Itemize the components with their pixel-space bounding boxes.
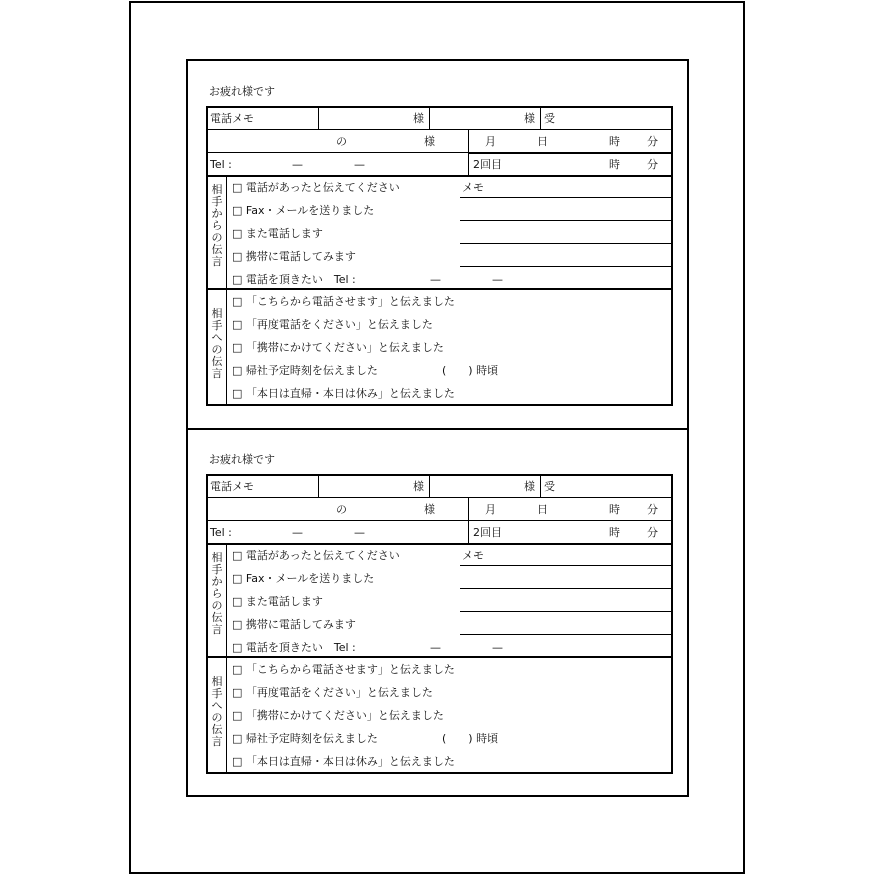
hour-label: 時 (609, 503, 620, 516)
received-label: 受 (544, 112, 555, 125)
tel-dash: — (354, 526, 365, 539)
from-caller-label: 相 手 か ら の 伝 言 (211, 183, 223, 268)
second-call-label: 2回目 (473, 526, 502, 539)
minute-label: 分 (647, 503, 658, 516)
checkbox-item[interactable]: □ 携帯に電話してみます (232, 250, 356, 263)
company-no: の (336, 503, 347, 516)
checkbox-item[interactable]: □ また電話します (232, 227, 323, 240)
to-caller-label: 相 手 へ の 伝 言 (211, 307, 223, 380)
checkbox-item[interactable]: □ Fax・メールを送りました (232, 572, 375, 585)
tel-label: Tel : (210, 158, 232, 171)
minute-label: 分 (647, 158, 658, 171)
taker-suffix: 様 (524, 480, 535, 493)
checkbox-item[interactable]: □ 「こちらから電話させます」と伝えました (232, 295, 455, 308)
hour-label: 時 (609, 158, 620, 171)
checkbox-item[interactable]: □ 電話を頂きたい Tel : (232, 641, 356, 654)
tel-dash: — (292, 158, 303, 171)
memo-form (206, 106, 673, 406)
phone-memo-2 (206, 429, 673, 768)
checkbox-item[interactable]: □ Fax・メールを送りました (232, 204, 375, 217)
checkbox-item[interactable]: □ 「携帯にかけてください」と伝えました (232, 341, 444, 354)
received-label: 受 (544, 480, 555, 493)
caller-suffix: 様 (424, 503, 435, 516)
caller-suffix: 様 (424, 135, 435, 148)
memo-title: 電話メモ (210, 112, 254, 125)
tel-dash: — (292, 526, 303, 539)
taker-suffix: 様 (524, 112, 535, 125)
company-no: の (336, 135, 347, 148)
checkbox-item[interactable]: □ 「再度電話をください」と伝えました (232, 318, 433, 331)
checkbox-item[interactable]: □ また電話します (232, 595, 323, 608)
checkbox-item[interactable]: □ 電話があったと伝えてください (232, 549, 400, 562)
memo-sheet (186, 59, 689, 797)
return-time: ( ) 時頃 (442, 364, 499, 377)
greeting: お疲れ様です (209, 85, 275, 98)
minute-label: 分 (647, 526, 658, 539)
phone-memo-1 (206, 61, 673, 400)
memo-form (206, 474, 673, 774)
minute-label: 分 (647, 135, 658, 148)
hour-label: 時 (609, 526, 620, 539)
recipient-suffix: 様 (413, 480, 424, 493)
tel-dash: — (430, 641, 441, 654)
tel-dash: — (430, 273, 441, 286)
tel-dash: — (354, 158, 365, 171)
day-label: 日 (537, 135, 548, 148)
tel-dash: — (492, 641, 503, 654)
return-time: ( ) 時頃 (442, 732, 499, 745)
checkbox-item[interactable]: □ 「携帯にかけてください」と伝えました (232, 709, 444, 722)
checkbox-item[interactable]: □ 「本日は直帰・本日は休み」と伝えました (232, 755, 455, 768)
to-caller-label: 相 手 へ の 伝 言 (211, 675, 223, 748)
checkbox-item[interactable]: □ 帰社予定時刻を伝えました (232, 364, 378, 377)
checkbox-item[interactable]: □ 携帯に電話してみます (232, 618, 356, 631)
day-label: 日 (537, 503, 548, 516)
checkbox-item[interactable]: □ 帰社予定時刻を伝えました (232, 732, 378, 745)
checkbox-item[interactable]: □ 「再度電話をください」と伝えました (232, 686, 433, 699)
greeting: お疲れ様です (209, 453, 275, 466)
checkbox-item[interactable]: □ 電話を頂きたい Tel : (232, 273, 356, 286)
tel-dash: — (492, 273, 503, 286)
hour-label: 時 (609, 135, 620, 148)
recipient-suffix: 様 (413, 112, 424, 125)
checkbox-item[interactable]: □ 「こちらから電話させます」と伝えました (232, 663, 455, 676)
tel-label: Tel : (210, 526, 232, 539)
month-label: 月 (485, 135, 496, 148)
checkbox-item[interactable]: □ 電話があったと伝えてください (232, 181, 400, 194)
memo-title: 電話メモ (210, 480, 254, 493)
memo-label: メモ (462, 549, 484, 562)
memo-label: メモ (462, 181, 484, 194)
from-caller-label: 相 手 か ら の 伝 言 (211, 551, 223, 636)
checkbox-item[interactable]: □ 「本日は直帰・本日は休み」と伝えました (232, 387, 455, 400)
second-call-label: 2回目 (473, 158, 502, 171)
month-label: 月 (485, 503, 496, 516)
